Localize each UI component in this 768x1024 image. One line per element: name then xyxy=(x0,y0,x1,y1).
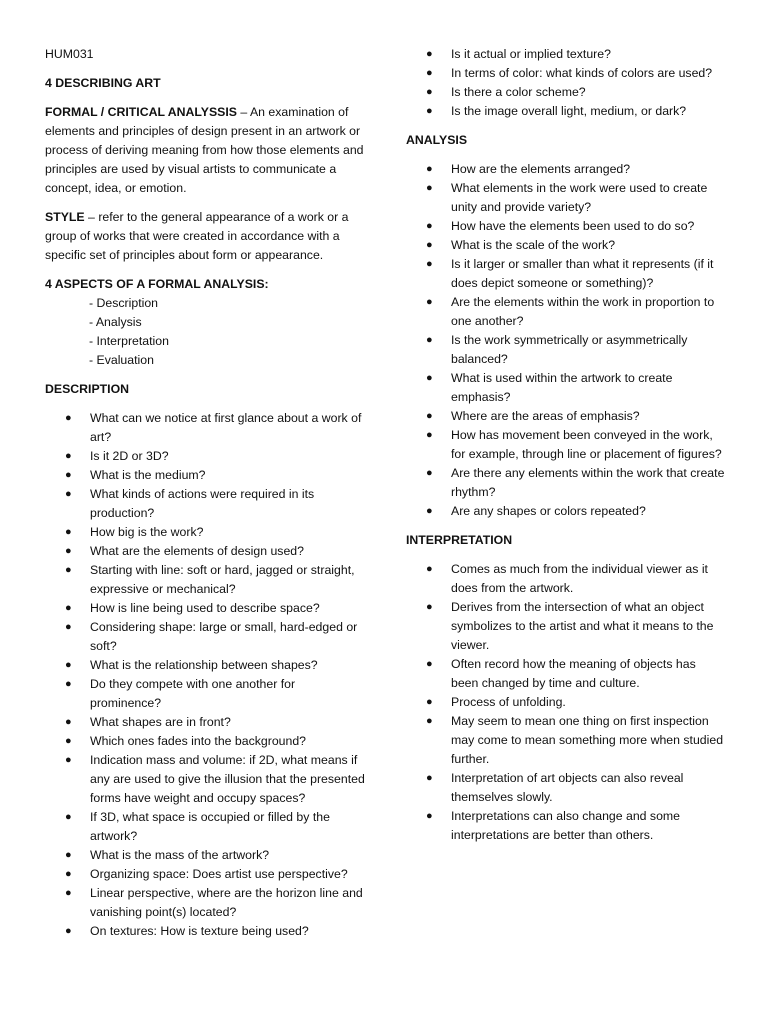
list-item: ● Derives from the intersection of what an object symbolizes to the artist and what it means to the viewer. xyxy=(426,600,714,652)
bullet-icon: ● xyxy=(426,410,433,422)
bullet-icon: ● xyxy=(426,258,433,270)
list-item: ● Process of unfolding. xyxy=(406,693,726,712)
description-heading: DESCRIPTION xyxy=(45,382,130,396)
bullet-icon: ● xyxy=(65,526,72,538)
bullet-icon: ● xyxy=(65,716,72,728)
list-item: ● May seem to mean one thing on first inspection may come to mean something more when studied further. xyxy=(426,714,724,766)
aspect-item: - Evaluation xyxy=(89,353,154,367)
bullet-icon: ● xyxy=(426,220,433,232)
list-item: ● Often record how the meaning of objects has been changed by time and culture. xyxy=(426,657,696,690)
bullet-icon: ● xyxy=(426,239,433,251)
list-item: ● What is used within the artwork to create emphasis? xyxy=(426,371,673,404)
list-item: ● Is the work symmetrically or asymmetrically balanced? xyxy=(426,333,688,366)
analysis-heading: ANALYSIS xyxy=(406,133,468,147)
document-title: 4 DESCRIBING ART xyxy=(45,76,161,90)
list-item: ● What are the elements of design used? xyxy=(45,542,365,561)
aspect-item: - Description xyxy=(89,296,159,310)
bullet-icon: ● xyxy=(65,887,72,899)
list-item: ● What is the scale of the work? xyxy=(406,236,726,255)
list-item: ● What is the relationship between shapes? xyxy=(45,656,365,675)
list-item: ● What elements in the work were used to create unity and provide variety? xyxy=(426,181,708,214)
list-item: ● How big is the work? xyxy=(45,523,365,542)
bullet-icon: ● xyxy=(426,334,433,346)
bullet-icon: ● xyxy=(65,469,72,481)
bullet-icon: ● xyxy=(65,925,72,937)
list-item: ● Comes as much from the individual viewer as it does from the artwork. xyxy=(426,562,708,595)
bullet-icon: ● xyxy=(426,163,433,175)
style-text: – refer to the general appearance of a work or a group of works that were created in accordance with a specific set of principles about form or appearance. xyxy=(45,210,349,262)
bullet-icon: ● xyxy=(65,450,72,462)
list-item: ● Which ones fades into the background? xyxy=(45,732,365,751)
list-item: ● Is it actual or implied texture? xyxy=(406,45,726,64)
bullet-icon: ● xyxy=(426,563,433,575)
aspects-heading: 4 ASPECTS OF A FORMAL ANALYSIS: xyxy=(45,277,269,291)
list-item: ● Indication mass and volume: if 2D, what means if any are used to give the illusion that the presented forms have weight and occupy spaces? xyxy=(65,753,365,805)
bullet-icon: ● xyxy=(65,811,72,823)
aspect-item: - Interpretation xyxy=(89,334,169,348)
bullet-icon: ● xyxy=(426,715,433,727)
bullet-icon: ● xyxy=(426,601,433,613)
bullet-icon: ● xyxy=(65,621,72,633)
style-term: STYLE xyxy=(45,210,85,224)
list-item: ● Is there a color scheme? xyxy=(406,83,726,102)
list-item: ● What is the mass of the artwork? xyxy=(45,846,365,865)
list-item: ● What kinds of actions were required in its production? xyxy=(65,487,315,520)
list-item: ● What can we notice at first glance about a work of art? xyxy=(65,411,362,444)
bullet-icon: ● xyxy=(426,48,433,60)
formal-analysis-term: FORMAL / CRITICAL ANALYSSIS xyxy=(45,105,237,119)
course-code: HUM031 xyxy=(45,47,94,61)
list-item: ● Is it larger or smaller than what it represents (if it does depict someone or something)? xyxy=(426,257,714,290)
list-item: ● Linear perspective, where are the horizon line and vanishing point(s) located? xyxy=(65,886,363,919)
list-item: ● How are the elements arranged? xyxy=(406,160,726,179)
list-item: ● Is it 2D or 3D? xyxy=(45,447,365,466)
bullet-icon: ● xyxy=(426,505,433,517)
list-item: ● Organizing space: Does artist use perspective? xyxy=(45,865,365,884)
aspects-list xyxy=(45,294,365,370)
bullet-icon: ● xyxy=(65,602,72,614)
bullet-icon: ● xyxy=(426,658,433,670)
bullet-icon: ● xyxy=(426,696,433,708)
right-column xyxy=(406,0,726,845)
left-column xyxy=(45,0,365,941)
bullet-icon: ● xyxy=(65,849,72,861)
list-item: ● Are any shapes or colors repeated? xyxy=(406,502,726,521)
bullet-icon: ● xyxy=(65,488,72,500)
bullet-icon: ● xyxy=(426,810,433,822)
list-item: ● Considering shape: large or small, hard-edged or soft? xyxy=(65,620,358,653)
formal-analysis-definition xyxy=(45,103,365,198)
bullet-icon: ● xyxy=(65,735,72,747)
bullet-icon: ● xyxy=(65,659,72,671)
description-list xyxy=(45,409,365,941)
bullet-icon: ● xyxy=(426,429,433,441)
description-list-continued xyxy=(406,45,726,121)
bullet-icon: ● xyxy=(65,412,72,424)
bullet-icon: ● xyxy=(426,296,433,308)
list-item: ● Interpretations can also change and some interpretations are better than others. xyxy=(426,809,681,842)
list-item: ● How has movement been conveyed in the work, for example, through line or placement of figures? xyxy=(426,428,722,461)
bullet-icon: ● xyxy=(65,754,72,766)
style-definition xyxy=(45,208,365,265)
bullet-icon: ● xyxy=(426,372,433,384)
list-item: ● How have the elements been used to do so? xyxy=(406,217,726,236)
list-item: ● What shapes are in front? xyxy=(45,713,365,732)
formal-analysis-text: – An examination of elements and principles of design present in an artwork or process of deriving meaning from how those elements and principles are used by visual artists to communicate a concept, idea, or emotion. xyxy=(45,105,364,195)
bullet-icon: ● xyxy=(65,678,72,690)
list-item: ● Starting with line: soft or hard, jagged or straight, expressive or mechanical? xyxy=(65,563,355,596)
bullet-icon: ● xyxy=(65,868,72,880)
list-item: ● Is the image overall light, medium, or dark? xyxy=(406,102,726,121)
list-item: ● How is line being used to describe space? xyxy=(45,599,365,618)
bullet-icon: ● xyxy=(426,67,433,79)
bullet-icon: ● xyxy=(426,105,433,117)
list-item: ● Where are the areas of emphasis? xyxy=(406,407,726,426)
list-item: ● If 3D, what space is occupied or filled by the artwork? xyxy=(65,810,330,843)
interpretation-heading: INTERPRETATION xyxy=(406,533,513,547)
list-item: ● On textures: How is texture being used? xyxy=(45,922,365,941)
bullet-icon: ● xyxy=(426,772,433,784)
bullet-icon: ● xyxy=(426,182,433,194)
bullet-icon: ● xyxy=(65,564,72,576)
aspect-item: - Analysis xyxy=(89,315,142,329)
interpretation-list xyxy=(406,560,726,845)
list-item: ● Do they compete with one another for prominence? xyxy=(65,677,296,710)
bullet-icon: ● xyxy=(426,467,433,479)
list-item: ● Are there any elements within the work that create rhythm? xyxy=(426,466,725,499)
list-item: ● In terms of color: what kinds of colors are used? xyxy=(406,64,726,83)
analysis-list xyxy=(406,160,726,521)
bullet-icon: ● xyxy=(426,86,433,98)
bullet-icon: ● xyxy=(65,545,72,557)
list-item: ● Interpretation of art objects can also reveal themselves slowly. xyxy=(426,771,684,804)
list-item: ● Are the elements within the work in proportion to one another? xyxy=(426,295,715,328)
list-item: ● What is the medium? xyxy=(45,466,365,485)
